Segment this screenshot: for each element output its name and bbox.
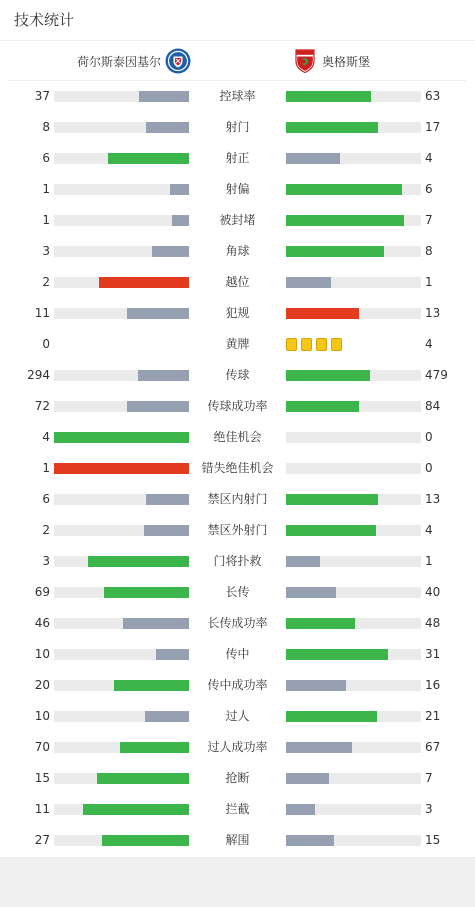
away-team-name: 奥格斯堡 (322, 54, 371, 69)
away-team[interactable] (292, 48, 370, 74)
home-bar-track (54, 525, 189, 536)
away-bar (286, 835, 334, 846)
stat-label: 禁区内射门 (207, 492, 268, 506)
home-bar-track (54, 246, 189, 257)
away-bar-track (286, 773, 421, 784)
away-bar (286, 680, 346, 691)
home-bar-track (54, 618, 189, 629)
stat-row (0, 360, 475, 391)
away-value: 6 (425, 182, 433, 196)
home-bar (104, 587, 189, 598)
home-bar-track (54, 680, 189, 691)
away-bar (286, 494, 378, 505)
away-value: 7 (425, 213, 433, 227)
home-bar-track (54, 835, 189, 846)
away-bar-track (286, 804, 421, 815)
away-bar (286, 153, 340, 164)
home-bar-track (54, 308, 189, 319)
away-bar (286, 804, 315, 815)
away-bar (286, 649, 388, 660)
stat-row (0, 112, 475, 143)
stat-label: 被封堵 (219, 213, 256, 227)
home-bar (88, 556, 189, 567)
away-bar-track (286, 835, 421, 846)
stat-label: 角球 (225, 244, 250, 258)
home-bar-track (54, 184, 189, 195)
stat-label: 越位 (225, 275, 250, 289)
away-bar (286, 277, 331, 288)
away-bar (286, 587, 336, 598)
away-bar-track (286, 463, 421, 474)
stat-label: 过人成功率 (207, 740, 268, 754)
away-bar-track (286, 401, 421, 412)
stat-label: 长传 (225, 585, 250, 599)
stat-label: 控球率 (219, 89, 256, 103)
home-value: 15 (34, 771, 50, 785)
stat-label: 射门 (225, 120, 250, 134)
home-bar-track (54, 277, 189, 288)
away-value: 7 (425, 771, 433, 785)
away-bar-track (286, 91, 421, 102)
home-bar-track (54, 215, 189, 226)
yellow-card-icon (331, 338, 342, 351)
home-bar-track (54, 804, 189, 815)
away-bar (286, 556, 320, 567)
home-value: 11 (34, 306, 50, 320)
home-bar (156, 649, 189, 660)
stat-label: 拦截 (225, 802, 250, 816)
home-bar (152, 246, 189, 257)
home-bar-track (54, 494, 189, 505)
home-value: 2 (42, 275, 50, 289)
home-bar (127, 308, 189, 319)
stat-label: 传球成功率 (207, 399, 268, 413)
stat-row (0, 391, 475, 422)
away-bar-track (286, 587, 421, 598)
yellow-card-icon (316, 338, 327, 351)
away-bar-track (286, 277, 421, 288)
stat-label: 错失绝佳机会 (201, 461, 274, 475)
away-value: 21 (425, 709, 441, 723)
away-value: 1 (425, 554, 433, 568)
away-bar (286, 618, 355, 629)
stat-row (0, 732, 475, 763)
home-bar-track (54, 463, 189, 474)
home-bar (139, 91, 189, 102)
home-bar-track (54, 370, 189, 381)
stat-label: 禁区外射门 (207, 523, 268, 537)
stat-row (0, 546, 475, 577)
stat-row (0, 205, 475, 236)
away-bar-track (286, 680, 421, 691)
home-bar (138, 370, 189, 381)
stat-label: 犯规 (225, 306, 250, 320)
away-bar-track (286, 153, 421, 164)
yellow-card-icon (301, 338, 312, 351)
stat-label: 射正 (225, 151, 250, 165)
home-value: 70 (34, 740, 50, 754)
away-value: 31 (425, 647, 441, 661)
away-value: 67 (425, 740, 441, 754)
away-value: 16 (425, 678, 441, 692)
away-bar (286, 122, 378, 133)
away-bar-track (286, 742, 421, 753)
home-value: 2 (42, 523, 50, 537)
home-bar-track (54, 153, 189, 164)
stat-row (0, 670, 475, 701)
home-bar (120, 742, 189, 753)
stat-label: 门将扑救 (213, 554, 262, 568)
home-value: 72 (34, 399, 50, 413)
home-bar-track (54, 432, 189, 443)
away-bar-track (286, 432, 421, 443)
stat-row (0, 81, 475, 112)
away-value: 63 (425, 89, 441, 103)
home-bar (99, 277, 189, 288)
away-value: 8 (425, 244, 433, 258)
home-bar (127, 401, 189, 412)
stat-label: 传球 (225, 368, 250, 382)
stat-row (0, 453, 475, 484)
home-value: 10 (34, 647, 50, 661)
stat-label: 射偏 (225, 182, 250, 196)
away-bar-track (286, 556, 421, 567)
home-bar (145, 711, 189, 722)
home-value: 3 (42, 554, 50, 568)
stat-label: 过人 (225, 709, 250, 723)
home-value: 1 (42, 182, 50, 196)
home-value: 0 (42, 337, 50, 351)
away-bar-track (286, 370, 421, 381)
away-bar-track (286, 246, 421, 257)
away-bar (286, 401, 359, 412)
home-value: 11 (34, 802, 50, 816)
away-value: 13 (425, 492, 441, 506)
teams-header (9, 41, 466, 81)
stat-row (0, 608, 475, 639)
stat-row (0, 484, 475, 515)
away-bar (286, 91, 371, 102)
home-value: 8 (42, 120, 50, 134)
home-bar-track (54, 556, 189, 567)
home-bar-track (54, 742, 189, 753)
home-bar (54, 432, 189, 443)
home-bar-track (54, 649, 189, 660)
home-bar (114, 680, 189, 691)
away-bar-track (286, 184, 421, 195)
stat-row (0, 577, 475, 608)
away-value: 84 (425, 399, 441, 413)
away-value: 48 (425, 616, 441, 630)
home-value: 3 (42, 244, 50, 258)
away-bar (286, 184, 402, 195)
home-value: 37 (34, 89, 50, 103)
stat-row (0, 329, 475, 360)
home-team-name: 荷尔斯泰因基尔 (76, 54, 161, 69)
stat-label: 传中成功率 (207, 678, 268, 692)
stat-row (0, 236, 475, 267)
away-bar (286, 525, 376, 536)
away-value: 17 (425, 120, 441, 134)
yellow-card-icon (286, 338, 297, 351)
stat-row (0, 515, 475, 546)
home-bar-track (54, 711, 189, 722)
home-bar (97, 773, 189, 784)
holstein-kiel-crest-icon (165, 48, 191, 74)
home-bar-track (54, 91, 189, 102)
stat-row (0, 701, 475, 732)
home-value: 69 (34, 585, 50, 599)
home-bar-track (54, 401, 189, 412)
home-bar-track (54, 773, 189, 784)
away-yellow-cards (286, 338, 346, 351)
away-value: 0 (425, 430, 433, 444)
home-bar (170, 184, 189, 195)
stat-row (0, 267, 475, 298)
stat-label: 传中 (225, 647, 250, 661)
away-value: 3 (425, 802, 433, 816)
away-value: 479 (425, 368, 448, 382)
home-value: 294 (27, 368, 50, 382)
away-bar (286, 215, 404, 226)
home-bar (102, 835, 189, 846)
home-value: 1 (42, 461, 50, 475)
away-bar-track (286, 618, 421, 629)
home-value: 1 (42, 213, 50, 227)
home-bar-track (54, 587, 189, 598)
home-team[interactable] (77, 48, 191, 74)
stat-label: 长传成功率 (207, 616, 268, 630)
away-value: 4 (425, 151, 433, 165)
away-bar (286, 246, 384, 257)
home-bar (144, 525, 189, 536)
home-value: 6 (42, 151, 50, 165)
page-title: 技术统计 (14, 11, 75, 29)
stat-label: 抢断 (225, 771, 250, 785)
home-value: 10 (34, 709, 50, 723)
away-value: 13 (425, 306, 441, 320)
home-value: 4 (42, 430, 50, 444)
away-bar-track (286, 215, 421, 226)
away-value: 0 (425, 461, 433, 475)
home-bar (146, 122, 189, 133)
away-value: 1 (425, 275, 433, 289)
away-bar-track (286, 711, 421, 722)
stat-label: 黄牌 (225, 337, 250, 351)
home-bar (54, 463, 189, 474)
home-value: 46 (34, 616, 50, 630)
away-bar-track (286, 308, 421, 319)
home-bar (123, 618, 189, 629)
stat-row (0, 639, 475, 670)
stat-row (0, 763, 475, 794)
away-value: 40 (425, 585, 441, 599)
away-bar-track (286, 122, 421, 133)
augsburg-crest-icon (292, 48, 318, 74)
stat-row (0, 174, 475, 205)
stat-label: 解围 (225, 833, 250, 847)
home-bar (108, 153, 189, 164)
stat-row (0, 794, 475, 825)
away-bar (286, 370, 370, 381)
away-value: 4 (425, 523, 433, 537)
away-bar-track (286, 525, 421, 536)
away-bar (286, 773, 329, 784)
stat-row (0, 825, 475, 856)
stat-row (0, 143, 475, 174)
away-bar-track (286, 649, 421, 660)
away-bar (286, 742, 352, 753)
stat-row (0, 298, 475, 329)
stat-row (0, 422, 475, 453)
away-bar (286, 711, 377, 722)
home-bar (83, 804, 189, 815)
home-value: 6 (42, 492, 50, 506)
home-value: 27 (34, 833, 50, 847)
away-value: 4 (425, 337, 433, 351)
home-bar (172, 215, 189, 226)
home-bar-track (54, 122, 189, 133)
home-bar (146, 494, 189, 505)
stat-label: 绝佳机会 (213, 430, 262, 444)
home-value: 20 (34, 678, 50, 692)
away-bar-track (286, 494, 421, 505)
away-bar (286, 308, 359, 319)
away-value: 15 (425, 833, 441, 847)
